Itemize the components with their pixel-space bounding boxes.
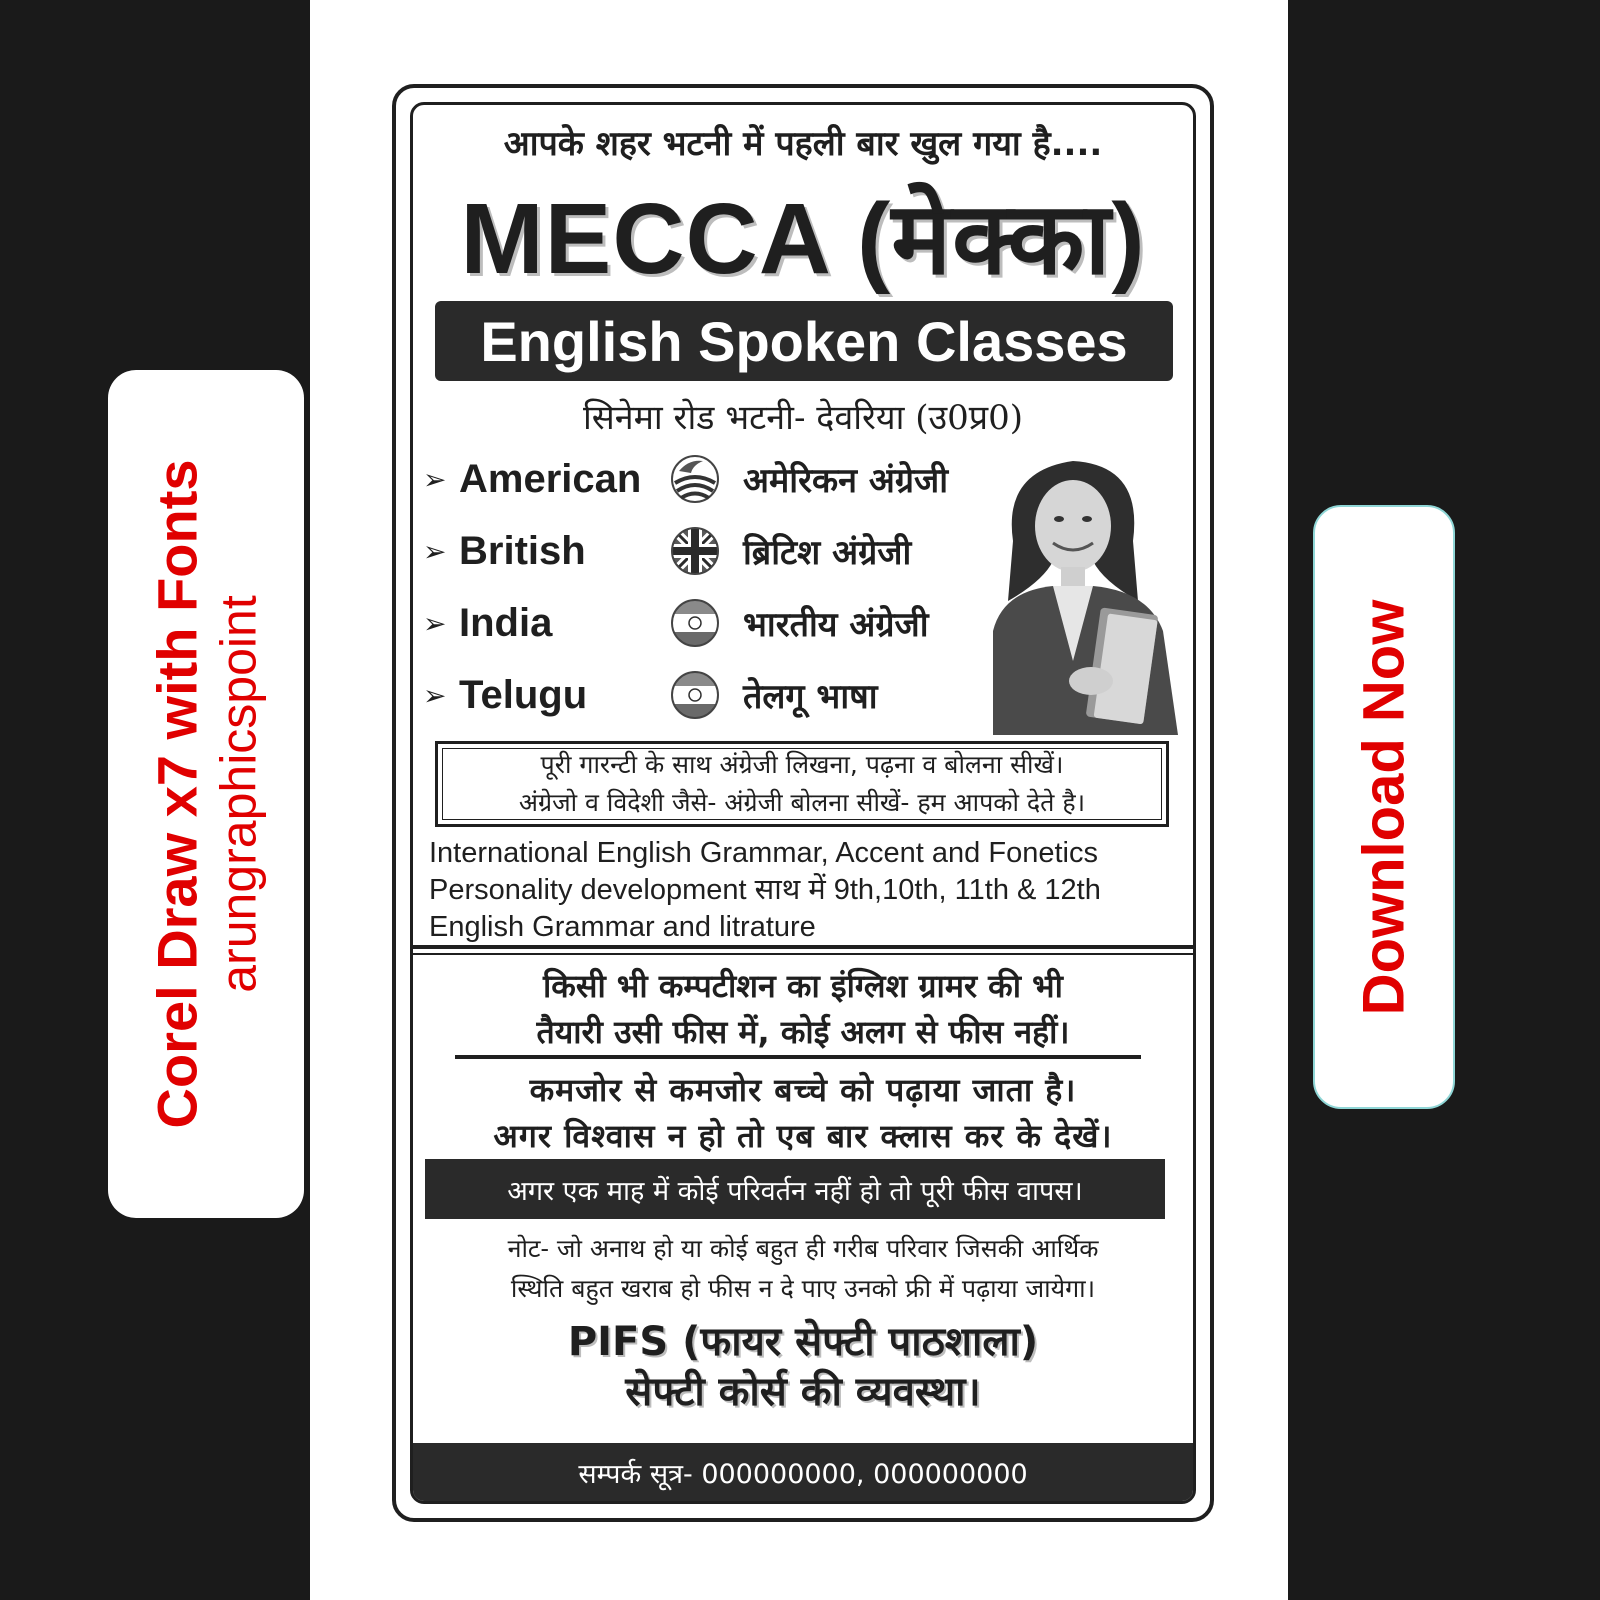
curriculum-line: English Grammar and litrature (429, 911, 816, 943)
competition-text (413, 963, 1193, 1055)
note-text (413, 1229, 1193, 1309)
section-divider (413, 953, 1193, 955)
course-name-hi: तेलगू भाषा (743, 677, 878, 717)
course-row (423, 523, 911, 579)
american-globe-icon (669, 453, 721, 505)
course-row (423, 451, 948, 507)
course-name-hi: भारतीय अंग्रेजी (743, 605, 929, 645)
guarantee-line: पूरी गारन्टी के साथ अंग्रेजी लिखना, पढ़ना व बोलना सीखें। (540, 750, 1064, 779)
india-flag-icon (669, 669, 721, 721)
arrow-icon: ➢ (423, 678, 447, 712)
pifs-text (413, 1317, 1193, 1417)
course-name-hi: अमेरिकन अंग्रेजी (743, 461, 949, 501)
brand-title: MECCA (मेक्का) (460, 183, 1146, 295)
guarantee-line: अंग्रेजो व विदेशी जैसे- अंग्रेजी बोलना सीखें- हम आपको देते है। (518, 788, 1086, 817)
competition-line: तैयारी उसी फीस में, कोई अलग से फीस नहीं। (536, 1013, 1070, 1051)
left-info-label (108, 370, 304, 1218)
course-name-en: India (459, 600, 553, 645)
refund-banner: अगर एक माह में कोई परिवर्तन नहीं हो तो पूरी फीस वापस। (425, 1159, 1165, 1219)
course-row (423, 595, 929, 651)
curriculum-text (429, 835, 1101, 946)
download-now-button[interactable] (1313, 505, 1455, 1109)
course-name-en: Telugu (459, 672, 588, 717)
india-flag-icon (669, 597, 721, 649)
address: सिनेमा रोड भटनी- देवरिया (उ0प्र0) (582, 398, 1024, 438)
section-divider (413, 945, 1193, 949)
arrow-icon: ➢ (423, 534, 447, 568)
author-label: arungraphicspoint (210, 595, 266, 993)
download-now-label: Download Now (1351, 599, 1417, 1015)
weak-line: कमजोर से कमजोर बच्चे को पढ़ाया जाता है। (529, 1071, 1077, 1109)
flyer-headline: आपके शहर भटनी में पहली बार खुल गया है.... (503, 124, 1103, 164)
flyer (392, 84, 1214, 1522)
uk-flag-icon (669, 525, 721, 577)
arrow-icon: ➢ (423, 462, 447, 496)
curriculum-line: International English Grammar, Accent and Fonetics (429, 837, 1098, 869)
weak-line: अगर विश्वास न हो तो एब बार क्लास कर के देखें। (493, 1117, 1113, 1155)
guarantee-box (435, 741, 1169, 827)
course-name-hi: ब्रिटिश अंग्रेजी (743, 533, 912, 573)
course-banner: English Spoken Classes (435, 301, 1173, 381)
weak-students-text (413, 1067, 1193, 1159)
curriculum-line: Personality development साथ में 9th,10th, 11th & 12th (429, 874, 1101, 906)
contact-bar: सम्पर्क सूत्र- 000000000, 000000000 (413, 1443, 1193, 1501)
arrow-icon: ➢ (423, 606, 447, 640)
pifs-line: PIFS (फायर सेफ्टी पाठशाला) (567, 1319, 1039, 1365)
flyer-frame (410, 102, 1196, 1504)
course-row (423, 667, 878, 723)
section-divider (455, 1055, 1141, 1059)
note-line: स्थिति बहुत खराब हो फीस न दे पाए उनको फ्री में पढ़ाया जायेगा। (510, 1274, 1096, 1303)
course-name-en: British (459, 528, 586, 573)
note-line: नोट- जो अनाथ हो या कोई बहुत ही गरीब परिवार जिसकी आर्थिक (507, 1234, 1099, 1263)
pifs-line: सेफ्टी कोर्स की व्यवस्था। (625, 1369, 981, 1415)
competition-line: किसी भी कम्पटीशन का इंग्लिश ग्रामर की भी (543, 967, 1063, 1005)
software-label: Corel Draw x7 with Fonts (145, 459, 208, 1129)
course-name-en: American (459, 456, 642, 501)
student-photo (973, 451, 1183, 735)
